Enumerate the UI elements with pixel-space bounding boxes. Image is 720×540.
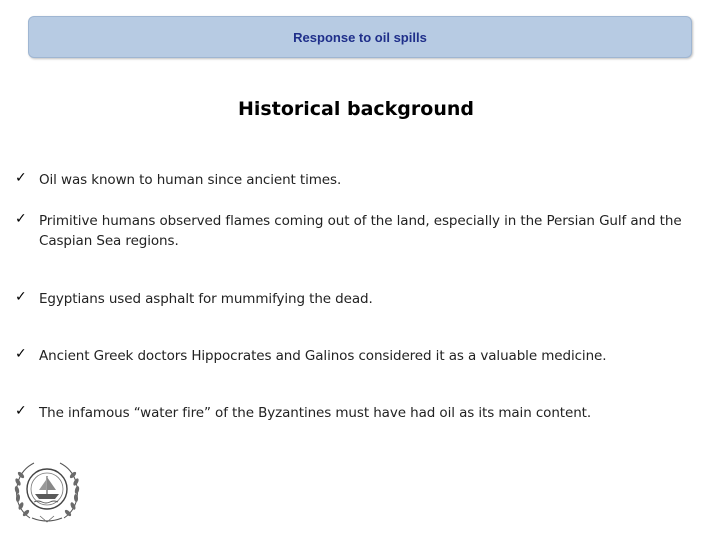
bullet-text: Egyptians used asphalt for mummifying the dead.	[39, 291, 373, 307]
check-mark-icon: ✓	[15, 170, 27, 186]
check-mark-icon: ✓	[15, 211, 27, 227]
section-title: Historical background	[238, 98, 474, 120]
bullet-text: Ancient Greek doctors Hippocrates and Galinos considered it as a valuable medicine.	[39, 348, 607, 364]
check-mark-icon: ✓	[15, 289, 27, 305]
header-title: Response to oil spills	[293, 29, 427, 45]
check-mark-icon: ✓	[15, 346, 27, 362]
check-mark-icon: ✓	[15, 403, 27, 419]
emblem-seal-icon	[10, 456, 84, 526]
bullet-text: The infamous “water fire” of the Byzantines must have had oil as its main content.	[39, 405, 592, 421]
bullet-text: Oil was known to human since ancient times.	[39, 172, 342, 188]
bullet-text: Primitive humans observed flames coming out of the land, especially in the Persian Gulf and the Caspian Sea regions.	[39, 213, 682, 249]
